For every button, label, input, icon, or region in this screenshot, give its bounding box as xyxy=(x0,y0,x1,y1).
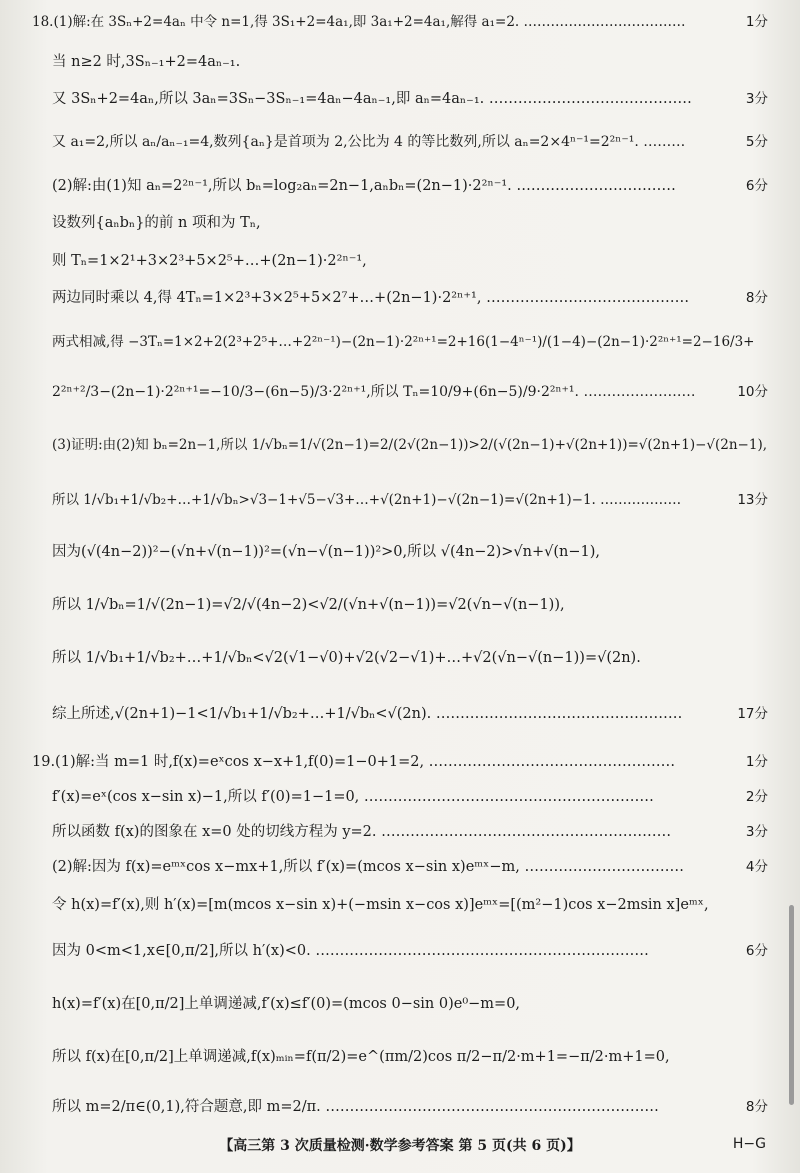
line-text: 所以 1/√b₁+1/√b₂+…+1/√bₙ<√2(√1−√0)+√2(√2−√1)+…+√2(√n−√(n−1))=√(2n). xyxy=(52,650,641,666)
line-text: 因为 0<m<1,x∈[0,π/2],所以 h′(x)<0. …………………………………………………………… xyxy=(52,943,649,959)
line-text: (3)证明:由(2)知 bₙ=2n−1,所以 1/√bₙ=1/√(2n−1)=2/(2√(2n−1))>2/(√(2n−1)+√(2n+1))=√(2n+1)−√(2n−1), xyxy=(52,437,768,453)
line-text: h(x)=f′(x)在[0,π/2]上单调递减,f′(x)≤f′(0)=(mcos 0−sin 0)e⁰−m=0, xyxy=(52,996,521,1012)
score-mark: 6分 xyxy=(745,943,768,959)
line-text: f′(x)=eˣ(cos x−sin x)−1,所以 f′(0)=1−1=0, …………………………………………………… xyxy=(52,789,654,805)
vertical-scrollbar[interactable] xyxy=(789,905,794,1105)
score-mark: 13分 xyxy=(737,492,768,508)
line-text: 综上所述,√(2n+1)−1<1/√b₁+1/√b₂+…+1/√bₙ<√(2n). …………………………………………… xyxy=(52,706,683,722)
line-text: 19.(1)解:当 m=1 时,f(x)=eˣcos x−x+1,f(0)=1−0+1=2, …………………………………………… xyxy=(32,754,676,770)
line-text: (2)解:因为 f(x)=eᵐˣcos x−mx+1,所以 f′(x)=(mcos x−sin x)eᵐˣ−m, …………………………… xyxy=(52,859,684,875)
score-mark: 3分 xyxy=(745,91,768,107)
line-text: 18.(1)解:在 3Sₙ+2=4aₙ 中令 n=1,得 3S₁+2=4a₁,即 3a₁+2=4a₁,解得 a₁=2. ……………………………… xyxy=(32,14,686,30)
line-text: 所以 1/√bₙ=1/√(2n−1)=√2/√(4n−2)<√2/(√n+√(n−1))=√2(√n−√(n−1)), xyxy=(52,597,565,613)
line-text: 因为(√(4n−2))²−(√n+√(n−1))²=(√n−√(n−1))²>0,所以 √(4n−2)>√n+√(n−1), xyxy=(52,544,600,560)
line-text: 所以 1/√b₁+1/√b₂+…+1/√bₙ>√3−1+√5−√3+…+√(2n+1)−√(2n−1)=√(2n+1)−1. ……………… xyxy=(52,492,682,508)
line-text: 又 3Sₙ+2=4aₙ,所以 3aₙ=3Sₙ−3Sₙ₋₁=4aₙ−4aₙ₋₁,即 aₙ=4aₙ₋₁. …………………………………… xyxy=(52,91,692,107)
score-mark: 6分 xyxy=(745,178,768,194)
line-text: 2²ⁿ⁺²/3−(2n−1)·2²ⁿ⁺¹=−10/3−(6n−5)/3·2²ⁿ⁺¹,所以 Tₙ=10/9+(6n−5)/9·2²ⁿ⁺¹. …………………… xyxy=(52,384,696,400)
page-footer-title: 【高三第 3 次质量检测·数学参考答案 第 5 页(共 6 页)】 xyxy=(219,1138,581,1154)
line-text: 设数列{aₙbₙ}的前 n 项和为 Tₙ, xyxy=(52,215,261,231)
score-mark: 1分 xyxy=(745,14,768,30)
line-text: 则 Tₙ=1×2¹+3×2³+5×2⁵+…+(2n−1)·2²ⁿ⁻¹, xyxy=(52,253,367,269)
score-mark: 1分 xyxy=(745,754,768,770)
page-footer-code: H−G xyxy=(732,1136,766,1152)
score-mark: 10分 xyxy=(737,384,768,400)
line-text: 又 a₁=2,所以 aₙ/aₙ₋₁=4,数列{aₙ}是首项为 2,公比为 4 的等比数列,所以 aₙ=2×4ⁿ⁻¹=2²ⁿ⁻¹. ……… xyxy=(52,134,686,150)
score-mark: 8分 xyxy=(745,1099,768,1115)
line-text: 所以 m=2/π∈(0,1),符合题意,即 m=2/π. …………………………………………………………… xyxy=(52,1099,659,1115)
score-mark: 8分 xyxy=(745,290,768,306)
line-text: 所以 f(x)在[0,π/2]上单调递减,f(x)ₘᵢₙ=f(π/2)=e^(πm/2)cos π/2−π/2·m+1=−π/2·m+1=0, xyxy=(52,1049,670,1065)
line-text: 两式相减,得 −3Tₙ=1×2+2(2³+2⁵+…+2²ⁿ⁻¹)−(2n−1)·2²ⁿ⁺¹=2+16(1−4ⁿ⁻¹)/(1−4)−(2n−1)·2²ⁿ⁺¹=2−16/3+ xyxy=(52,334,755,350)
line-text: 两边同时乘以 4,得 4Tₙ=1×2³+3×2⁵+5×2⁷+…+(2n−1)·2²ⁿ⁺¹, …………………………………… xyxy=(52,290,690,306)
line-text: 令 h(x)=f′(x),则 h′(x)=[m(mcos x−sin x)+(−msin x−cos x)]eᵐˣ=[(m²−1)cos x−2msin x]eᵐˣ, xyxy=(52,897,709,913)
score-mark: 4分 xyxy=(745,859,768,875)
line-text: 当 n≥2 时,3Sₙ₋₁+2=4aₙ₋₁. xyxy=(52,54,241,70)
score-mark: 17分 xyxy=(737,706,768,722)
score-mark: 2分 xyxy=(745,789,768,805)
score-mark: 5分 xyxy=(745,134,768,150)
score-mark: 3分 xyxy=(745,824,768,840)
line-text: 所以函数 f(x)的图象在 x=0 处的切线方程为 y=2. …………………………………………………… xyxy=(52,824,672,840)
line-text: (2)解:由(1)知 aₙ=2²ⁿ⁻¹,所以 bₙ=log₂aₙ=2n−1,aₙbₙ=(2n−1)·2²ⁿ⁻¹. …………………………… xyxy=(52,178,676,194)
